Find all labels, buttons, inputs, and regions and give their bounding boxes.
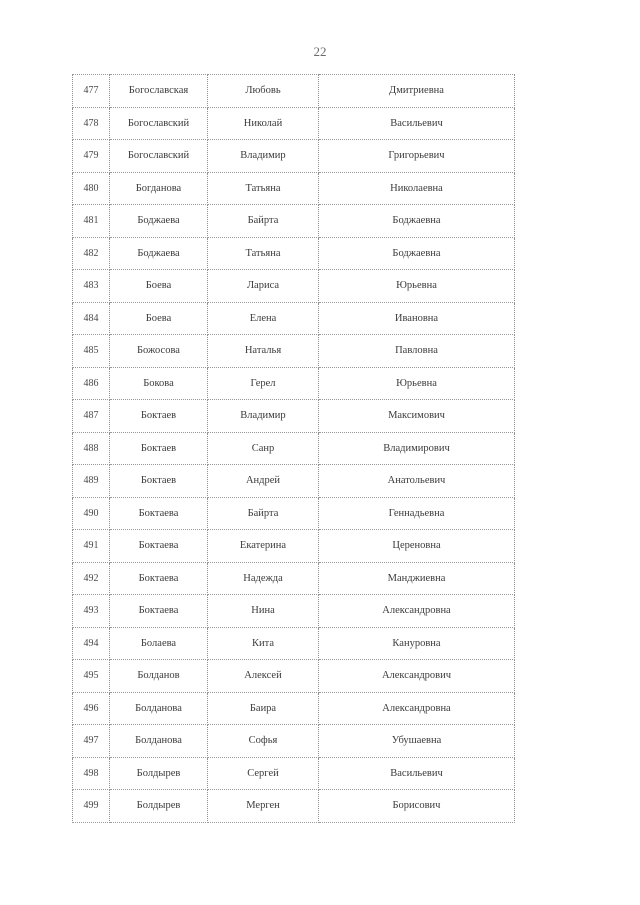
first-name-cell: Владимир (208, 140, 319, 173)
row-number-cell: 485 (73, 335, 110, 368)
row-number-cell: 495 (73, 660, 110, 693)
row-number-cell: 488 (73, 432, 110, 465)
row-number-cell: 492 (73, 562, 110, 595)
surname-cell: Болданова (110, 725, 208, 758)
patronymic-cell: Убушаевна (319, 725, 515, 758)
patronymic-cell: Максимович (319, 400, 515, 433)
table-row (73, 367, 515, 400)
surname-cell: Болданова (110, 692, 208, 725)
surname-cell: Болданов (110, 660, 208, 693)
row-number-cell: 481 (73, 205, 110, 238)
first-name-cell: Кита (208, 627, 319, 660)
surname-cell: Богославский (110, 107, 208, 140)
first-name-cell: Сергей (208, 757, 319, 790)
row-number-cell: 477 (73, 75, 110, 108)
table-row (73, 107, 515, 140)
surname-cell: Боджаева (110, 205, 208, 238)
patronymic-cell: Юрьевна (319, 270, 515, 303)
row-number-cell: 479 (73, 140, 110, 173)
row-number-cell: 499 (73, 790, 110, 823)
surname-cell: Болдырев (110, 757, 208, 790)
patronymic-cell: Александрович (319, 660, 515, 693)
table-row (73, 595, 515, 628)
first-name-cell: Владимир (208, 400, 319, 433)
surname-cell: Божосова (110, 335, 208, 368)
row-number-cell: 478 (73, 107, 110, 140)
surname-cell: Богославская (110, 75, 208, 108)
first-name-cell: Наталья (208, 335, 319, 368)
table-row (73, 335, 515, 368)
table-row (73, 172, 515, 205)
patronymic-cell: Александровна (319, 692, 515, 725)
row-number-cell: 493 (73, 595, 110, 628)
first-name-cell: Нина (208, 595, 319, 628)
first-name-cell: Мерген (208, 790, 319, 823)
patronymic-cell: Дмитриевна (319, 75, 515, 108)
surname-cell: Боктаев (110, 465, 208, 498)
row-number-cell: 482 (73, 237, 110, 270)
row-number-cell: 491 (73, 530, 110, 563)
surname-cell: Боктаева (110, 562, 208, 595)
surname-cell: Боева (110, 302, 208, 335)
first-name-cell: Герел (208, 367, 319, 400)
patronymic-cell: Манджиевна (319, 562, 515, 595)
first-name-cell: Баира (208, 692, 319, 725)
table-row (73, 237, 515, 270)
table-row (73, 725, 515, 758)
surname-cell: Болаева (110, 627, 208, 660)
row-number-cell: 496 (73, 692, 110, 725)
first-name-cell: Татьяна (208, 172, 319, 205)
first-name-cell: Елена (208, 302, 319, 335)
patronymic-cell: Васильевич (319, 107, 515, 140)
patronymic-cell: Павловна (319, 335, 515, 368)
surname-cell: Боктаева (110, 530, 208, 563)
patronymic-cell: Николаевна (319, 172, 515, 205)
patronymic-cell: Цереновна (319, 530, 515, 563)
row-number-cell: 480 (73, 172, 110, 205)
first-name-cell: Софья (208, 725, 319, 758)
patronymic-cell: Владимирович (319, 432, 515, 465)
table-row (73, 432, 515, 465)
surname-cell: Боктаев (110, 400, 208, 433)
table-row (73, 757, 515, 790)
surname-cell: Боева (110, 270, 208, 303)
patronymic-cell: Геннадьевна (319, 497, 515, 530)
row-number-cell: 487 (73, 400, 110, 433)
table-row (73, 530, 515, 563)
row-number-cell: 483 (73, 270, 110, 303)
table-row (73, 790, 515, 823)
surname-cell: Бокова (110, 367, 208, 400)
row-number-cell: 490 (73, 497, 110, 530)
surname-cell: Богданова (110, 172, 208, 205)
patronymic-cell: Ивановна (319, 302, 515, 335)
surname-cell: Боктаева (110, 595, 208, 628)
patronymic-cell: Кануровна (319, 627, 515, 660)
table-row (73, 465, 515, 498)
first-name-cell: Лариса (208, 270, 319, 303)
row-number-cell: 497 (73, 725, 110, 758)
surname-cell: Богославский (110, 140, 208, 173)
patronymic-cell: Васильевич (319, 757, 515, 790)
first-name-cell: Николай (208, 107, 319, 140)
row-number-cell: 498 (73, 757, 110, 790)
first-name-cell: Любовь (208, 75, 319, 108)
patronymic-cell: Анатольевич (319, 465, 515, 498)
first-name-cell: Андрей (208, 465, 319, 498)
patronymic-cell: Григорьевич (319, 140, 515, 173)
first-name-cell: Байрта (208, 205, 319, 238)
row-number-cell: 494 (73, 627, 110, 660)
table-row (73, 270, 515, 303)
first-name-cell: Надежда (208, 562, 319, 595)
surname-cell: Боктаева (110, 497, 208, 530)
patronymic-cell: Александровна (319, 595, 515, 628)
row-number-cell: 489 (73, 465, 110, 498)
table-row (73, 302, 515, 335)
roster-body (73, 75, 515, 823)
first-name-cell: Татьяна (208, 237, 319, 270)
surname-cell: Боктаев (110, 432, 208, 465)
row-number-cell: 486 (73, 367, 110, 400)
table-row (73, 400, 515, 433)
table-row (73, 140, 515, 173)
table-row (73, 627, 515, 660)
patronymic-cell: Борисович (319, 790, 515, 823)
table-row (73, 660, 515, 693)
patronymic-cell: Юрьевна (319, 367, 515, 400)
first-name-cell: Байрта (208, 497, 319, 530)
table-row (73, 497, 515, 530)
patronymic-cell: Боджаевна (319, 237, 515, 270)
row-number-cell: 484 (73, 302, 110, 335)
table-row (73, 562, 515, 595)
page-number: 22 (313, 44, 327, 59)
first-name-cell: Алексей (208, 660, 319, 693)
surname-cell: Боджаева (110, 237, 208, 270)
table-row (73, 205, 515, 238)
roster-table (72, 74, 515, 823)
patronymic-cell: Боджаевна (319, 205, 515, 238)
first-name-cell: Екатерина (208, 530, 319, 563)
surname-cell: Болдырев (110, 790, 208, 823)
first-name-cell: Санр (208, 432, 319, 465)
table-row (73, 75, 515, 108)
table-row (73, 692, 515, 725)
